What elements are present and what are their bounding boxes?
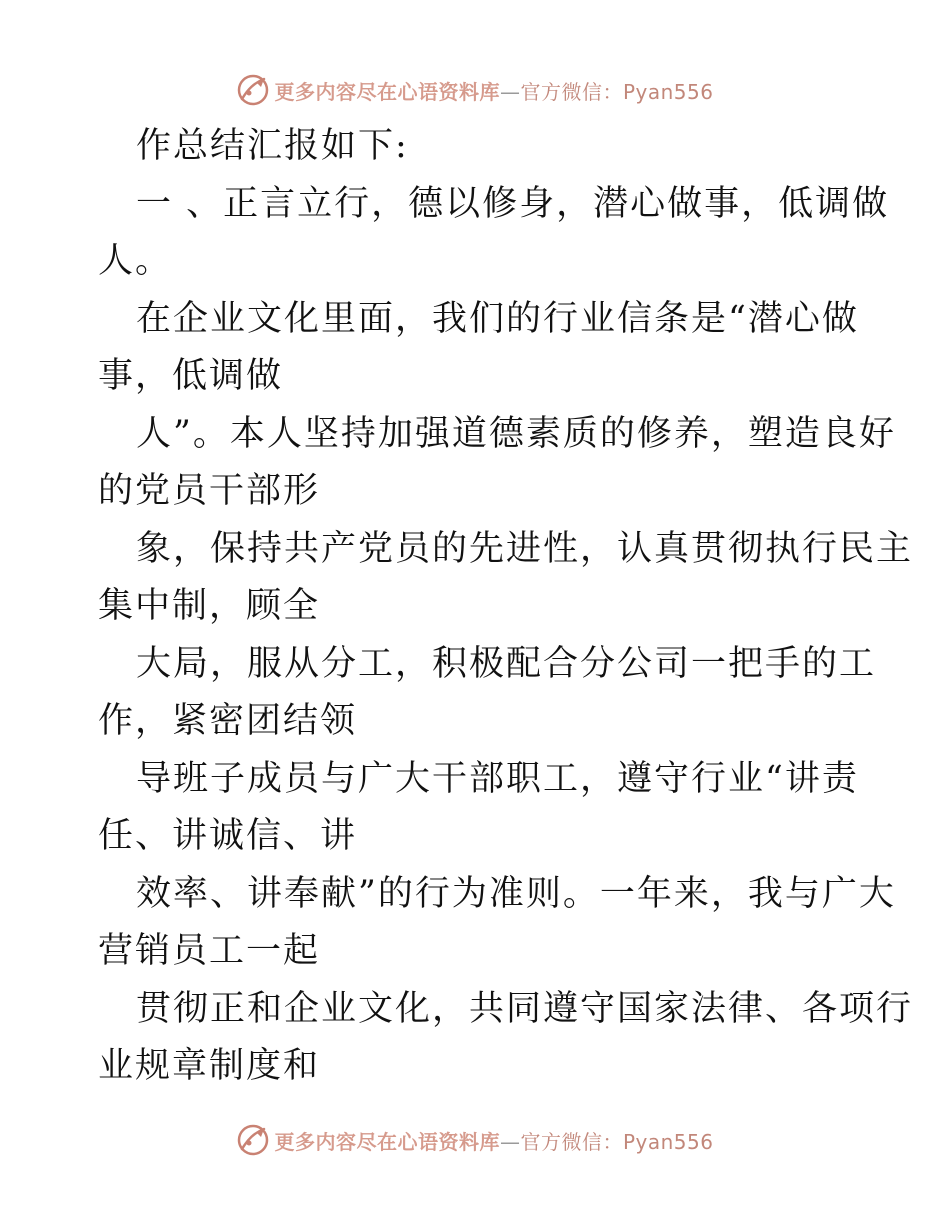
header-banner-main: 更多内容尽在心语资料库 [274,79,500,104]
header-banner-text [274,76,713,105]
text-line: 在企业文化里面，我们的行业信条是“潜心做 [136,298,859,339]
text-line: 象，保持共产党员的先进性，认真贯彻执行民主 [136,528,914,569]
text-line: 作，紧密团结领 [98,701,358,741]
text-line: 任、讲诚信、讲 [98,816,358,856]
footer-banner-separator: — [499,1129,521,1154]
header-banner-contact: 官方微信：Pyan556 [520,79,714,104]
text-line: 大局，服从分工，积极配合分公司一把手的工 [136,643,877,684]
text-line: 事，低调做 [98,356,284,396]
text-line: 业规章制度和 [98,1046,321,1086]
header-watermark-banner [0,70,950,110]
pen-logo-icon [236,73,270,107]
pen-logo-icon [236,1123,270,1157]
footer-banner-text [274,1126,713,1155]
text-line: 人。 [98,241,173,281]
text-line: 集中制，顾全 [98,586,321,626]
text-line: 导班子成员与广大干部职工，遵守行业“讲责 [136,758,859,799]
text-line: 人”。本人坚持加强道德素质的修养，塑造良好 [136,413,896,454]
text-line: 营销员工一起 [98,931,321,971]
text-line: 效率、讲奉献”的行为准则。一年来，我与广大 [136,873,896,914]
text-line: 一 、正言立行，德以修身，潜心做事，低调做 [136,183,890,224]
footer-banner-main: 更多内容尽在心语资料库 [274,1129,500,1154]
footer-banner-contact: 官方微信：Pyan556 [520,1129,714,1154]
footer-watermark-banner [0,1120,950,1160]
document-body [98,118,914,1096]
text-line: 贯彻正和企业文化，共同遵守国家法律、各项行 [136,988,914,1029]
text-line: 的党员干部形 [98,471,321,511]
text-line: 作总结汇报如下: [136,126,409,166]
header-banner-separator: — [499,79,521,104]
